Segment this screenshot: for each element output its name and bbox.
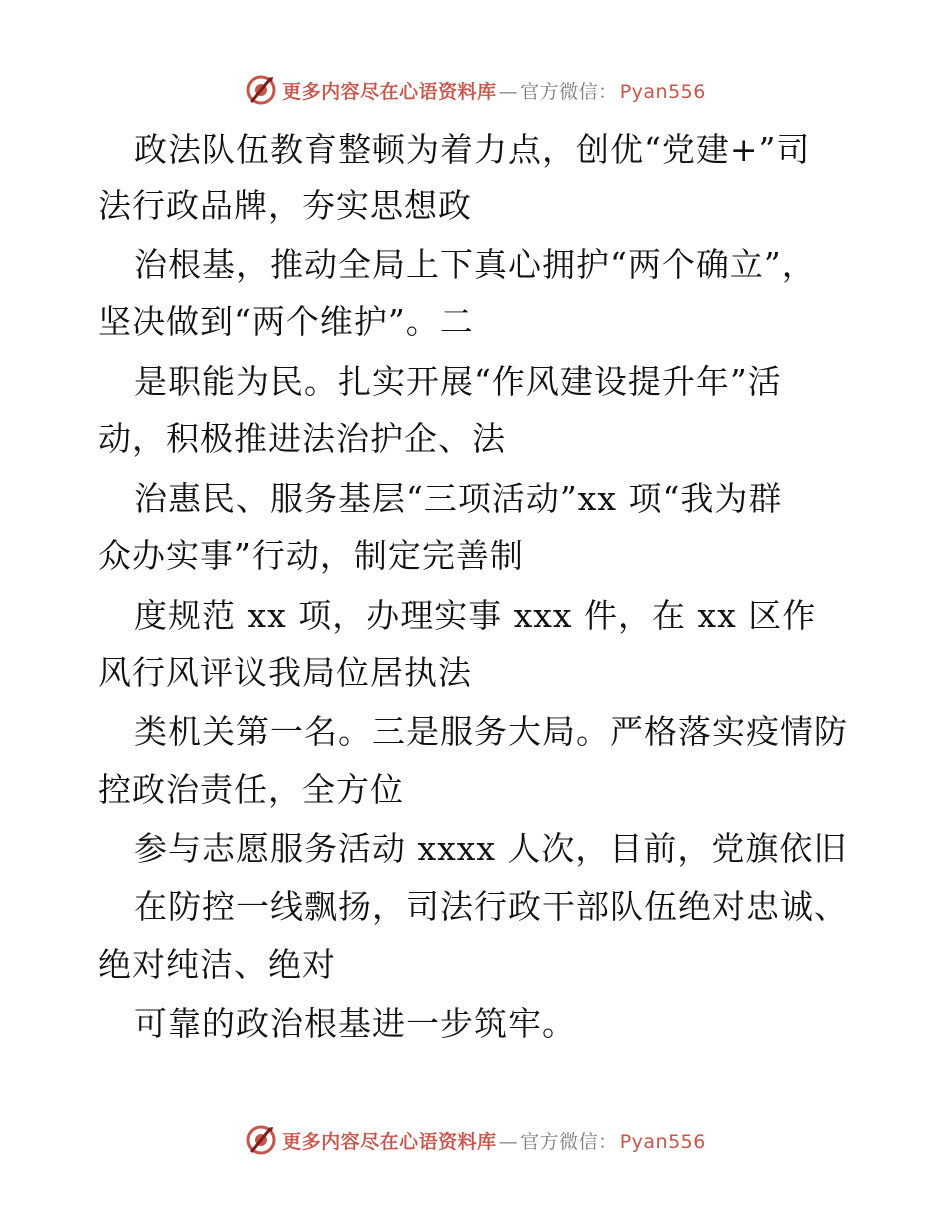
footer-watermark bbox=[0, 1122, 950, 1158]
text-line: 风行风评议我局位居执法 bbox=[98, 653, 472, 692]
text-line: 动，积极推进法治护企、法 bbox=[98, 419, 506, 458]
text-line: 治根基，推动全局上下真心拥护“两个确立”， bbox=[134, 245, 816, 284]
text-line: 坚决做到“两个维护”。二 bbox=[98, 302, 474, 341]
watermark-wechat-label: 官方微信： bbox=[520, 80, 618, 103]
text-line: 治惠民、服务基层“三项活动”xx 项“我为群 bbox=[134, 479, 783, 518]
text-line: 绝对纯洁、绝对 bbox=[98, 945, 336, 984]
watermark-main-text: 更多内容尽在心语资料库 bbox=[282, 80, 497, 103]
text-line: 控政治责任，全方位 bbox=[98, 770, 404, 809]
text-line: 是职能为民。扎实开展“作风建设提升年”活 bbox=[134, 362, 782, 401]
text-line: 政法队伍教育整顿为着力点，创优“党建+”司 bbox=[134, 130, 811, 169]
watermark-wechat-label: 官方微信： bbox=[520, 1130, 618, 1153]
watermark-separator: — bbox=[498, 80, 519, 103]
brand-logo-icon bbox=[244, 1123, 278, 1157]
watermark-wechat-id: Pyan556 bbox=[619, 80, 706, 103]
text-line: 参与志愿服务活动 xxxx 人次，目前，党旗依旧 bbox=[134, 829, 848, 868]
text-line: 在防控一线飘扬，司法行政干部队伍绝对忠诚、 bbox=[134, 887, 848, 926]
text-line: 可靠的政治根基进一步筑牢。 bbox=[134, 1004, 576, 1043]
text-line: 法行政品牌，夯实思想政 bbox=[98, 186, 472, 225]
watermark-separator: — bbox=[498, 1130, 519, 1153]
text-line: 度规范 xx 项，办理实事 xxx 件，在 xx 区作 bbox=[134, 596, 817, 635]
text-line: 类机关第一名。三是服务大局。严格落实疫情防 bbox=[134, 712, 848, 751]
watermark-wechat-id: Pyan556 bbox=[619, 1130, 706, 1153]
text-line: 众办实事”行动，制定完善制 bbox=[98, 536, 524, 575]
watermark-main-text: 更多内容尽在心语资料库 bbox=[282, 1130, 497, 1153]
